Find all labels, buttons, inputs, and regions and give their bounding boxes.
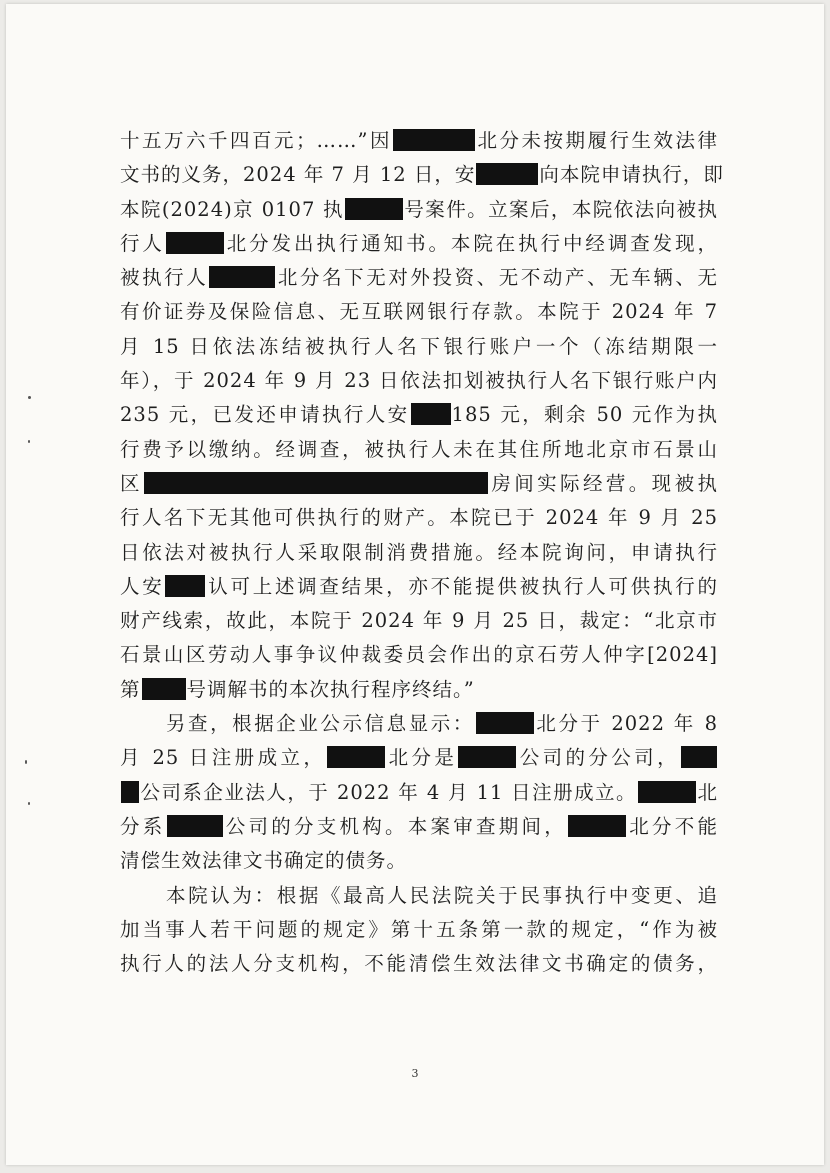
text-segment: 行人 — [120, 231, 165, 255]
text-segment: 被执行人 — [120, 266, 209, 290]
text-segment: 认可上述调查结果，亦不能提供被执行人可供执行的 — [206, 574, 718, 598]
redaction-bar — [327, 746, 385, 768]
text-segment: 北分发出执行通知书。本院在执行中经调查发现， — [224, 231, 718, 255]
redaction-bar — [681, 746, 717, 768]
text-line — [120, 467, 718, 501]
text-line — [120, 570, 718, 604]
text-segment: 北 — [697, 780, 718, 804]
paragraph — [120, 124, 724, 707]
redaction-bar — [165, 575, 205, 597]
text-line — [120, 707, 718, 741]
paragraph — [120, 707, 718, 878]
paragraph — [120, 879, 718, 982]
scan-speck — [25, 760, 27, 764]
redaction-bar — [411, 403, 451, 425]
text-line — [120, 536, 718, 570]
text-segment: 185 元，剩余 50 元作为执 — [451, 403, 718, 427]
text-segment: 月 25 日注册成立， — [120, 746, 327, 770]
redaction-bar — [476, 712, 534, 734]
text-line — [120, 913, 718, 947]
text-line — [120, 638, 718, 672]
redaction-bar — [121, 781, 139, 803]
text-segment: 行人名下无其他可供执行的财产。本院已于 2024 年 9 月 25 — [120, 506, 718, 530]
text-line — [120, 158, 724, 192]
text-line — [120, 227, 718, 261]
text-segment: 财产线索，故此，本院于 2024 年 9 月 25 日，裁定：“北京市 — [120, 609, 718, 633]
text-line — [120, 844, 718, 878]
scan-speck — [28, 396, 31, 399]
text-segment: 北分于 2022 年 8 — [534, 712, 718, 736]
text-segment: 向本院申请执行，即 — [539, 163, 724, 187]
text-segment: 行费予以缴纳。经调查，被执行人未在其住所地北京市石景山 — [120, 437, 718, 461]
page-number: 3 — [411, 1067, 419, 1080]
text-segment: 另查，根据企业公示信息显示： — [166, 712, 475, 736]
text-segment: 235 元，已发还申请执行人安 — [120, 403, 410, 427]
redaction-bar — [458, 746, 516, 768]
text-segment: 本院认为：根据《最高人民法院关于民事执行中变更、追 — [166, 883, 718, 907]
text-segment: 分系 — [120, 814, 166, 838]
text-segment: 房间实际经营。现被执 — [488, 471, 718, 495]
text-segment: 清偿生效法律文书确定的债务。 — [120, 849, 408, 873]
redaction-bar — [144, 472, 488, 494]
text-line — [120, 124, 718, 158]
text-line — [120, 501, 718, 535]
redaction-bar — [167, 815, 223, 837]
text-segment: 十五万六千四百元；……”因 — [120, 129, 392, 152]
text-segment: 号案件。立案后，本院依法向被执 — [403, 197, 718, 221]
document-page — [6, 4, 824, 1165]
text-segment: 北分不能 — [626, 814, 718, 838]
text-segment: 人安 — [120, 574, 165, 598]
text-segment: 执行人的法人分支机构，不能清偿生效法律文书确定的债务， — [120, 952, 718, 976]
text-line — [120, 330, 718, 364]
text-segment: 年），于 2024 年 9 月 23 日依法扣划被执行人名下银行账户内 — [120, 369, 718, 393]
text-line — [120, 879, 718, 913]
text-segment: 文书的义务，2024 年 7 月 12 日，安 — [120, 163, 476, 187]
scan-speck — [28, 440, 30, 443]
redaction-bar — [568, 815, 626, 837]
text-line — [120, 364, 718, 398]
text-line — [120, 433, 718, 467]
text-segment: 区 — [120, 471, 143, 495]
text-line — [120, 261, 718, 295]
text-segment: 北分是 — [386, 746, 458, 770]
text-segment: 公司的分公司， — [517, 746, 680, 770]
text-line — [120, 947, 718, 981]
text-segment: 北分名下无对外投资、无不动产、无车辆、无 — [276, 266, 718, 290]
text-segment: 加当事人若干问题的规定》第十五条第一款的规定，“作为被 — [120, 917, 718, 941]
text-segment: 北分未按期履行生效法律 — [475, 129, 718, 152]
text-segment: 石景山区劳动人事争议仲裁委员会作出的京石劳人仲字[2024] — [120, 643, 718, 667]
text-line — [120, 776, 718, 810]
text-line — [120, 604, 718, 638]
redaction-bar — [345, 198, 403, 220]
text-line — [120, 193, 718, 227]
document-body — [120, 124, 724, 981]
text-line — [120, 673, 718, 707]
redaction-bar — [142, 678, 186, 700]
redaction-bar — [166, 232, 224, 254]
redaction-bar — [638, 781, 696, 803]
redaction-bar — [476, 163, 538, 185]
scan-speck — [28, 802, 30, 805]
text-segment: 有价证券及保险信息、无互联网银行存款。本院于 2024 年 7 — [120, 300, 718, 324]
text-segment: 日依法对被执行人采取限制消费措施。经本院询问，申请执行 — [120, 540, 718, 564]
text-line — [120, 398, 718, 432]
text-segment: 月 15 日依法冻结被执行人名下银行账户一个（冻结期限一 — [120, 334, 718, 358]
text-line — [120, 295, 718, 329]
text-segment: 公司系企业法人，于 2022 年 4 月 11 日注册成立。 — [140, 780, 637, 804]
text-line — [120, 741, 718, 775]
text-segment: 公司的分支机构。本案审查期间， — [223, 814, 567, 838]
text-line — [120, 810, 718, 844]
text-segment: 号调解书的本次执行程序终结。” — [186, 677, 475, 701]
text-segment: 第 — [120, 677, 141, 701]
redaction-bar — [393, 129, 475, 151]
redaction-bar — [209, 266, 275, 288]
text-segment: 本院(2024)京 0107 执 — [120, 197, 344, 221]
